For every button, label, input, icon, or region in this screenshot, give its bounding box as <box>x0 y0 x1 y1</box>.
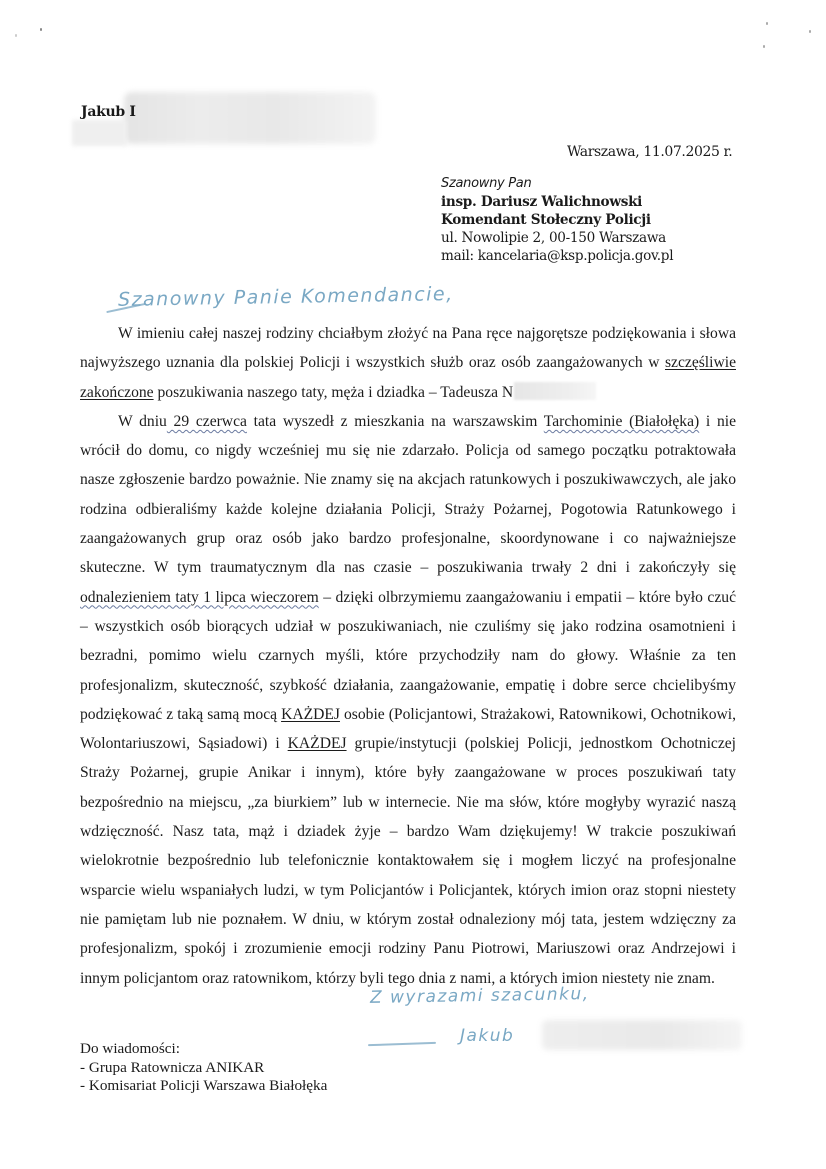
handwritten-salutation: Szanowny Panie Komendancie, <box>117 283 454 311</box>
recipient-email: mail: kancelaria@ksp.policja.gov.pl <box>441 248 674 264</box>
text-run: W dniu <box>118 412 167 430</box>
underlined-found: odnalezieniem taty 1 lipca wieczorem <box>80 588 319 606</box>
underlined-emphasis: KAŻDEJ <box>287 735 347 753</box>
cc-item: - Komisariat Policji Warszawa Białołęka <box>80 1077 328 1094</box>
underlined-date: 29 czerwca <box>166 412 247 430</box>
handwritten-signature: Jakub <box>460 1026 515 1046</box>
recipient-greeting: Szanowny Pan <box>441 176 532 191</box>
paragraph-1 <box>80 319 736 407</box>
scan-speck <box>809 30 811 33</box>
signature-stroke <box>368 1042 436 1046</box>
text-run: poszukiwania naszego taty, męża i dziadka – Tadeusza N <box>153 383 514 401</box>
letter-body <box>80 319 736 993</box>
underlined-place: Tarchominie (Białołęka) <box>543 412 700 430</box>
surname-redaction <box>514 382 596 400</box>
text-run: osobie (Policjantowi, Strażakowi, Ratownikowi, Ochotnikowi, Wolontariuszowi, Sąsiadowi) i <box>80 705 736 753</box>
sender-redaction <box>72 120 127 146</box>
paragraph-2 <box>80 407 736 993</box>
scan-speck <box>15 34 17 37</box>
sender-redaction <box>124 92 376 144</box>
scan-speck <box>766 22 768 25</box>
underlined-text: szczęśliwie zakończone <box>80 354 736 401</box>
handwritten-closing: Z wyrazami szacunku, <box>369 984 590 1008</box>
underlined-emphasis: KAŻDEJ <box>281 705 340 723</box>
recipient-name: insp. Dariusz Walichnowski <box>441 194 643 210</box>
cc-heading: Do wiadomości: <box>80 1040 180 1057</box>
recipient-title: Komendant Stołeczny Policji <box>441 212 651 228</box>
text-run: i nie wrócił do domu, co nigdy wcześniej mu się nie zdarzało. Policja od samego początku potraktowała nasze zgłoszenie bardzo poważnie. Nie znamy się na akcjach ratunkowych i poszukiwawczych, ale jako rodzina odbieraliśmy każde kolejne działania Policji, Straży Pożarnej, Pogotowia Ratunkowego i zaangażowanych grup oraz osób jako bardzo profesjonalne, skoordynowane i co najważniejsze skuteczne. W tym traumatycznym dla nas czasie – poszukiwania trwały 2 dni i zakończyły się <box>80 412 736 577</box>
date-line: Warszawa, 11.07.2025 r. <box>567 144 733 160</box>
text-run: W imieniu całej naszej rodziny chciałbym złożyć na Pana ręce najgorętsze podziękowania i słowa najwyższego uznania dla polskiej Policji i wszystkich służb oraz osób zaangażowanych w <box>80 325 736 372</box>
text-run: tata wyszedł z mieszkania na warszawskim <box>246 412 544 430</box>
signature-redaction <box>542 1020 742 1050</box>
recipient-block <box>441 175 673 265</box>
scan-speck <box>763 45 765 48</box>
scan-speck <box>40 28 42 31</box>
sender-name: Jakub I <box>81 104 136 120</box>
text-run: – dzięki olbrzymiemu zaangażowaniu i empatii – które było czuć – wszystkich osób biorących udział w poszukiwaniach, nie czuliśmy się jako rodzina osamotnieni i bezradni, pomimo wielu czarnych myśli, które przychodziły nam do głowy. Właśnie za ten profesjonalizm, skuteczność, szybkość działania, zaangażowanie, empatię i dobre serce chcielibyśmy podziękować z taką samą mocą <box>80 588 736 723</box>
recipient-address: ul. Nowolipie 2, 00-150 Warszawa <box>441 230 666 246</box>
cc-block <box>80 1040 327 1096</box>
cc-item: - Grupa Ratownicza ANIKAR <box>80 1058 265 1076</box>
text-run: grupie/instytucji (polskiej Policji, jednostkom Ochotniczej Straży Pożarnej, grupie Anikar i innym), które były zaangażowane w proces poszukiwań taty bezpośrednio na miejscu, „za biurkiem” lub w internecie. Nie ma słów, które mogłyby wyrazić naszą wdzięczność. Nasz tata, mąż i dziadek żyje – bardzo Wam dziękujemy! W trakcie poszukiwań wielokrotnie bezpośrednio lub telefonicznie kontaktowałem się i mogłem liczyć na profesjonalne wsparcie wielu wspaniałych ludzi, w tym Policjantów i Policjantek, których imion oraz stopni niestety nie pamiętam lub nie poznałem. W dniu, w którym został odnaleziony mój tata, jestem wdzięczny za profesjonalizm, spokój i zrozumienie emocji rodziny Panu Piotrowi, Mariuszowi oraz Andrzejowi i innym policjantom oraz ratownikom, którzy byli tego dnia z nami, a których imion niestety nie znam. <box>80 735 736 987</box>
